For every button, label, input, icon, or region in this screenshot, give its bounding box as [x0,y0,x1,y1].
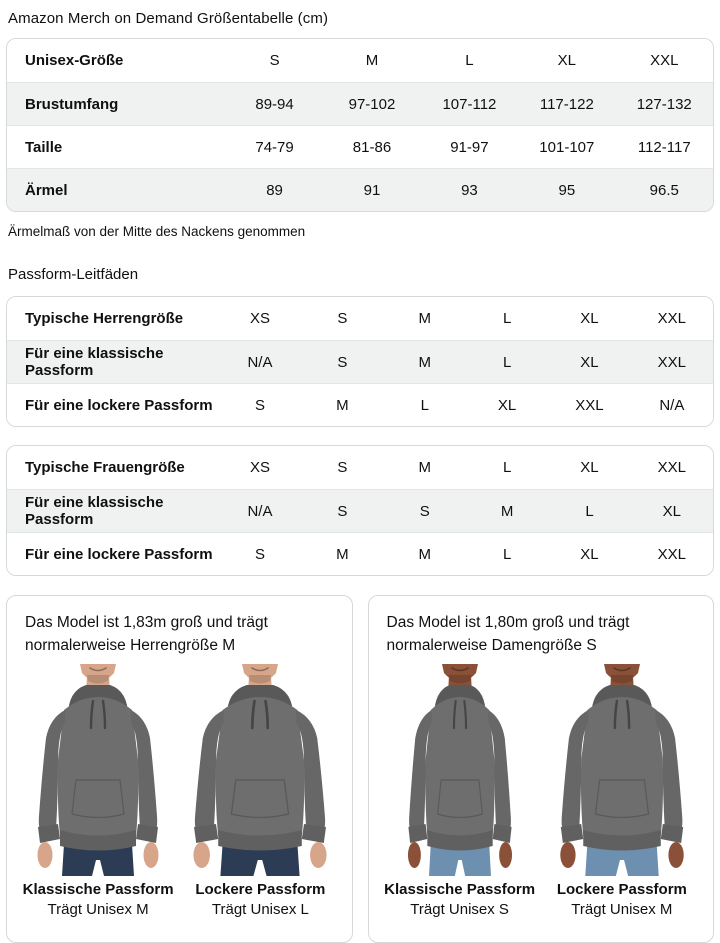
size-cell: 95 [558,181,576,199]
row-label: Für eine lockere Passform [25,396,213,414]
size-caption: Trägt Unisex M [47,900,149,918]
size-cell: M [418,353,431,371]
figures-row [379,664,704,918]
size-cell: XL [580,459,599,476]
table-row [7,383,713,426]
size-cell: XXL [657,545,687,563]
size-cell: XXL [657,353,687,371]
size-cell: M [418,545,431,563]
size-cell: XXL [650,52,679,69]
table-row [7,125,713,168]
size-caption: Trägt Unisex S [410,900,509,918]
size-cell: 117-122 [539,95,594,113]
table-row [7,82,713,125]
size-cell: 91-97 [450,138,489,156]
size-cell: 107-112 [442,95,497,113]
size-cell: 81-86 [352,138,392,156]
size-cell: M [336,545,349,563]
fit-caption: Lockere Passform [556,880,687,898]
row-label: Taille [25,138,63,156]
fit-caption: Klassische Passform [22,880,174,898]
table-row [7,340,713,383]
table-header-row [7,39,713,82]
fit-caption: Klassische Passform [384,880,536,898]
figure-loose-women [541,664,703,918]
sleeve-footnote: Ärmelmaß von der Mitte des Nackens genommen [8,224,306,239]
size-cell: XL [557,52,577,69]
size-cell: S [419,502,430,520]
size-cell: 93 [461,181,478,199]
page-title: Amazon Merch on Demand Größentabelle (cm) [8,10,329,27]
size-cell: M [365,52,379,69]
figure-classic-women [379,664,541,918]
size-cell: XXL [575,396,604,414]
row-label: Unisex-Größe [25,52,124,69]
size-table [6,38,714,212]
table-row [7,446,713,489]
size-cell: 74-79 [255,138,294,156]
fit-table-women [6,445,714,576]
size-cell: 91 [363,181,381,199]
size-cell: XXL [657,310,687,327]
size-cell: L [465,52,474,69]
model-description: Das Model ist 1,83m groß und trägt normalerweise Herrengröße M [25,614,268,655]
row-label: Ärmel [25,181,68,199]
size-cell: L [502,459,512,476]
size-cell: S [269,52,280,69]
figure-classic-men [17,664,179,918]
size-cell: XL [580,353,599,371]
figure-loose-men [179,664,341,918]
row-label: Typische Frauengröße [25,459,185,476]
size-cell: 97-102 [348,95,396,113]
size-cell: XS [249,310,270,327]
size-cell: N/A [247,502,273,520]
size-cell: XL [662,502,682,520]
size-caption: Trägt Unisex M [571,900,673,918]
size-cell: N/A [247,353,273,371]
size-cell: 89 [266,181,283,199]
size-cell: L [502,353,512,371]
row-label: Für eine klassische Passform [25,345,164,379]
size-cell: XL [580,310,599,327]
size-cell: M [336,396,349,414]
row-label: Typische Herrengröße [25,310,184,327]
size-cell: 127-132 [636,95,692,113]
row-label: Für eine klassische Passform [25,494,164,528]
fit-guides-heading: Passform-Leitfäden [8,266,139,283]
model-card-women [368,595,715,943]
size-cell: XXL [657,459,687,476]
hoodie-model-photo [380,664,540,876]
size-cell: XL [580,545,599,563]
size-cell: L [585,502,594,520]
size-cell: L [420,396,429,414]
size-cell: N/A [659,396,685,414]
size-cell: M [418,310,431,327]
row-label: Für eine lockere Passform [25,545,213,563]
size-cell: XS [249,459,270,476]
table-row [7,532,713,575]
size-cell: 96.5 [649,181,679,199]
figures-row [17,664,342,918]
size-cell: M [500,502,514,520]
size-cell: S [337,459,348,476]
size-cell: L [502,310,512,327]
model-description: Das Model ist 1,80m groß und trägt normalerweise Damengröße S [386,614,630,655]
size-cell: XL [497,396,517,414]
size-cell: S [254,545,265,563]
row-label: Brustumfang [25,95,119,113]
size-cell: S [337,310,348,327]
table-row [7,168,713,211]
size-cell: 89-94 [255,95,294,113]
size-caption: Trägt Unisex L [211,900,309,918]
size-cell: M [418,459,431,476]
hoodie-model-photo [542,664,702,876]
hoodie-model-photo [180,664,340,876]
fit-caption: Lockere Passform [195,880,326,898]
size-cell: 101-107 [539,138,595,156]
model-cards [6,595,714,943]
size-cell: L [502,545,512,563]
model-card-men [6,595,353,943]
table-row [7,489,713,532]
size-cell: S [337,353,348,371]
fit-table-men [6,296,714,427]
size-cell: S [254,396,265,414]
table-row [7,297,713,340]
size-cell: 112-117 [637,138,691,156]
hoodie-model-photo [18,664,178,876]
size-cell: S [337,502,348,520]
